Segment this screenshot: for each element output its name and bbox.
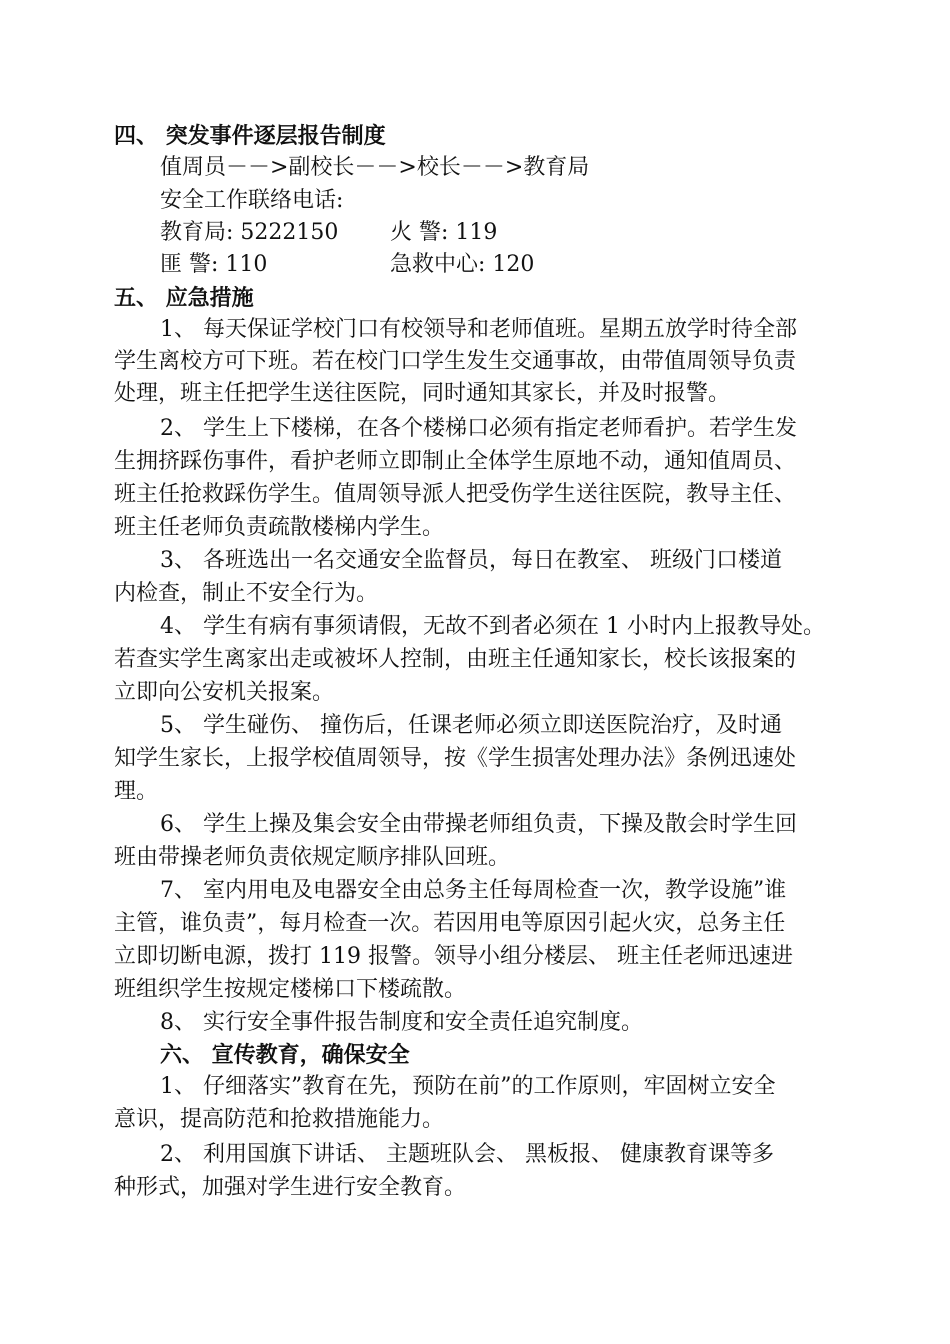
paragraph-line: 学生离校方可下班。若在校门口学生发生交通事故，由带值周领导负责	[114, 349, 797, 374]
paragraph-line: 1、 每天保证学校门口有校领导和老师值班。星期五放学时待全部	[160, 317, 797, 342]
paragraph-line: 立即切断电源，拨打 119 报警。领导小组分楼层、 班主任老师迅速进	[114, 944, 793, 969]
paragraph-line: 2、 利用国旗下讲话、 主题班队会、 黑板报、 健康教育课等多	[160, 1142, 774, 1167]
paragraph-line: 内检查，制止不安全行为。	[114, 581, 379, 606]
paragraph-line: 生拥挤踩伤事件，看护老师立即制止全体学生原地不动，通知值周员、	[114, 449, 797, 474]
paragraph-line: 意识，提高防范和抢救措施能力。	[114, 1107, 445, 1132]
report-chain: 值周员－－>副校长－－>校长－－>教育局	[160, 155, 590, 180]
paragraph-line: 班主任抢救踩伤学生。值周领导派人把受伤学生送往医院，教导主任、	[114, 482, 797, 507]
paragraph-line: 种形式，加强对学生进行安全教育。	[114, 1175, 467, 1200]
paragraph-line: 3、 各班选出一名交通安全监督员，每日在教室、 班级门口楼道	[160, 548, 782, 573]
phone-ambulance: 急救中心: 120	[390, 252, 535, 277]
phone-police: 匪 警: 110	[160, 252, 268, 277]
paragraph-line: 4、 学生有病有事须请假，无故不到者必须在 1 小时内上报教导处。	[160, 614, 825, 639]
paragraph-line: 6、 学生上操及集会安全由带操老师组负责，下操及散会时学生回	[160, 812, 797, 837]
paragraph-line: 5、 学生碰伤、 撞伤后，任课老师必须立即送医院治疗，及时通	[160, 713, 782, 738]
paragraph-line: 处理，班主任把学生送往医院，同时通知其家长，并及时报警。	[114, 381, 731, 406]
section-heading-5: 五、 应急措施	[114, 285, 254, 311]
phone-fire: 火 警: 119	[390, 220, 498, 245]
paragraph-line: 1、 仔细落实”教育在先，预防在前”的工作原则，牢固树立安全	[160, 1074, 776, 1099]
paragraph-line: 班由带操老师负责依规定顺序排队回班。	[114, 845, 511, 870]
phone-education-bureau: 教育局: 5222150	[160, 220, 339, 245]
phone-title: 安全工作联络电话:	[160, 188, 344, 213]
paragraph-line: 班组织学生按规定楼梯口下楼疏散。	[114, 977, 467, 1002]
paragraph-line: 若查实学生离家出走或被坏人控制，由班主任通知家长，校长该报案的	[114, 647, 797, 672]
paragraph-line: 理。	[114, 779, 159, 804]
paragraph-line: 8、 实行安全事件报告制度和安全责任追究制度。	[160, 1010, 643, 1035]
paragraph-line: 立即向公安机关报案。	[114, 680, 335, 705]
paragraph-line: 2、 学生上下楼梯，在各个楼梯口必须有指定老师看护。若学生发	[160, 416, 797, 441]
paragraph-line: 7、 室内用电及电器安全由总务主任每周检查一次，教学设施”谁	[160, 878, 787, 903]
section-heading-4: 四、 突发事件逐层报告制度	[114, 123, 386, 149]
paragraph-line: 班主任老师负责疏散楼梯内学生。	[114, 515, 445, 540]
section-heading-6: 六、 宣传教育，确保安全	[160, 1042, 410, 1068]
paragraph-line: 知学生家长，上报学校值周领导，按《学生损害处理办法》条例迅速处	[114, 746, 797, 771]
paragraph-line: 主管，谁负责”，每月检查一次。若因用电等原因引起火灾，总务主任	[114, 911, 786, 936]
